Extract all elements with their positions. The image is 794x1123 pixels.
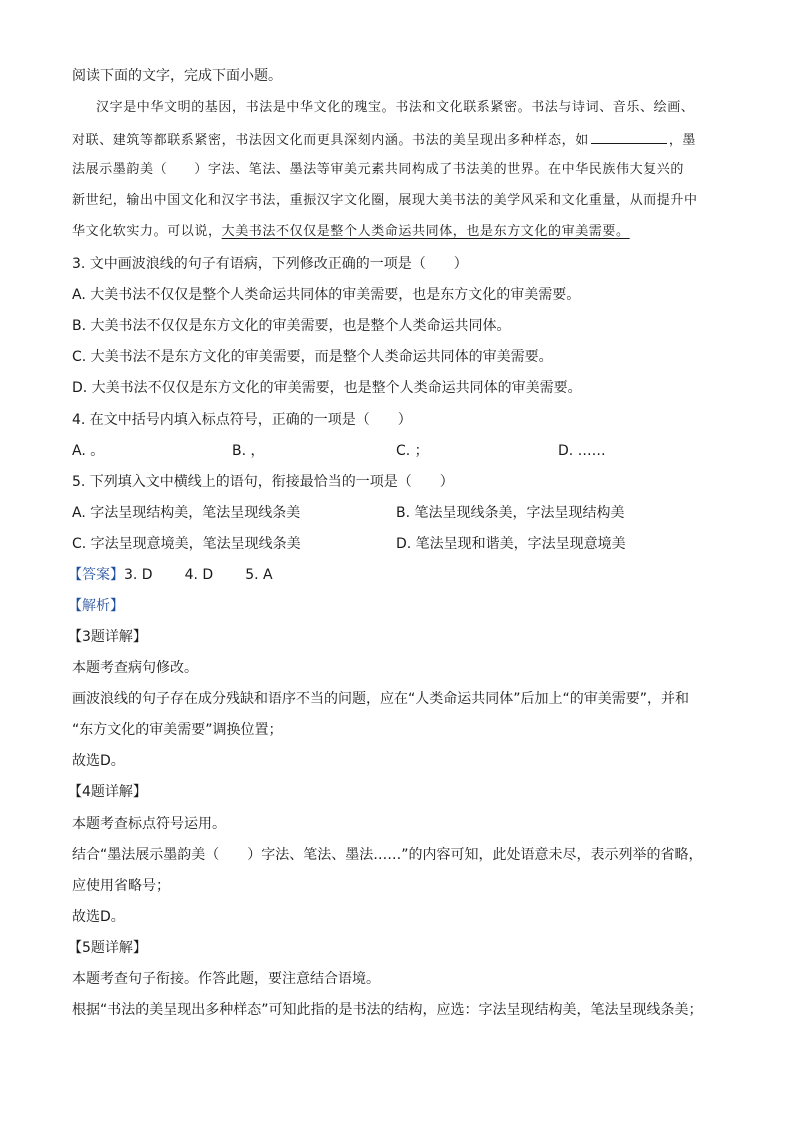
question-stem: 5. 下列填入文中横线上的语句，衔接最恰当的一项是（ ）: [72, 474, 454, 490]
instruction: 阅读下面的文字，完成下面小题。: [72, 68, 282, 84]
explanation-title: 【4题详解】: [68, 784, 147, 800]
option-a: A. 大美书法不仅仅是整个人类命运共同体的审美需要，也是东方文化的审美需要。: [72, 287, 581, 303]
explanation-text: 画波浪线的句子存在成分残缺和语序不当的问题，应在“人类命运共同体”后加上“的审美需要”，并和: [72, 691, 690, 707]
explanation-text: 结合“墨法展示墨韵美（ ）字法、笔法、墨法……”的内容可知，此处语意未尽，表示列举的省略，: [72, 847, 703, 863]
explanation-title: 【5题详解】: [68, 940, 147, 956]
question-stem: 3. 文中画波浪线的句子有语病，下列修改正确的一项是（ ）: [72, 256, 468, 272]
option-c: C. 大美书法不是东方文化的审美需要，而是整个人类命运共同体的审美需要。: [72, 349, 553, 365]
answer-4: 4. D: [184, 567, 214, 583]
question-stem: 4. 在文中括号内填入标点符号，正确的一项是（ ）: [72, 412, 412, 428]
answer-5: 5. A: [245, 567, 273, 583]
answer-3: 3. D: [124, 567, 153, 583]
option-c: C. 字法呈现意境美，笔法呈现线条美: [72, 536, 301, 552]
explanation-title: 【3题详解】: [68, 629, 147, 645]
option-b: B. 大美书法不仅仅是东方文化的审美需要，也是整个人类命运共同体。: [72, 318, 511, 334]
explanation-text: 故选D。: [72, 753, 125, 769]
passage-line: 法展示墨韵美（ ）字法、笔法、墨法等审美元素共同构成了书法美的世界。在中华民族伟大复兴的: [72, 162, 685, 177]
passage-line: 新世纪，输出中国文化和汉字书法，重振汉字文化圈，展现大美书法的美学风采和文化重量，从而提升中: [72, 193, 698, 208]
passage-line: 对联、建筑等都联系紧密，书法因文化而更具深刻内涵。书法的美呈现出多种样态，如 ，墨: [72, 129, 696, 151]
explanation-text: 本题考查标点符号运用。: [72, 816, 226, 832]
option-d: D. 笔法呈现和谐美，字法呈现意境美: [396, 536, 626, 552]
explanation-text: 根据“书法的美呈现出多种样态”可知此指的是书法的结构，应选：字法呈现结构美，笔法呈现线条美；: [72, 1002, 703, 1018]
option-a: A. 。: [72, 443, 105, 459]
explanation-text: 故选D。: [72, 909, 125, 925]
explanation-text: 本题考查病句修改。: [72, 660, 198, 676]
answer-label: 【答案】: [68, 567, 124, 583]
passage-line: 华文化软实力。可以说，大美书法不仅仅是整个人类命运共同体，也是东方文化的审美需要。: [72, 224, 630, 239]
explanation-text: 应使用省略号；: [72, 878, 170, 894]
answer-line: [68, 565, 273, 585]
analysis-label: 【解析】: [68, 598, 124, 614]
option-a: A. 字法呈现结构美，笔法呈现线条美: [72, 505, 301, 521]
option-b: B. ，: [232, 443, 265, 459]
option-d: D. ……: [558, 443, 606, 459]
option-c: C. ；: [396, 443, 429, 459]
wavy-underlined-sentence: 大美书法不仅仅是整个人类命运共同体，也是东方文化的审美需要。: [221, 224, 630, 239]
explanation-text: “东方文化的审美需要”调换位置；: [72, 722, 283, 738]
option-b: B. 笔法呈现线条美，字法呈现结构美: [396, 505, 625, 521]
passage-line: 汉字是中华文明的基因，书法是中华文化的瑰宝。书法和文化联系紧密。书法与诗词、音乐、绘画、: [96, 100, 695, 115]
option-d: D. 大美书法不仅仅是东方文化的审美需要，也是整个人类命运共同体的审美需要。: [72, 380, 582, 396]
explanation-text: 本题考查句子衔接。作答此题，要注意结合语境。: [72, 971, 380, 987]
fill-in-blank: [591, 129, 667, 144]
